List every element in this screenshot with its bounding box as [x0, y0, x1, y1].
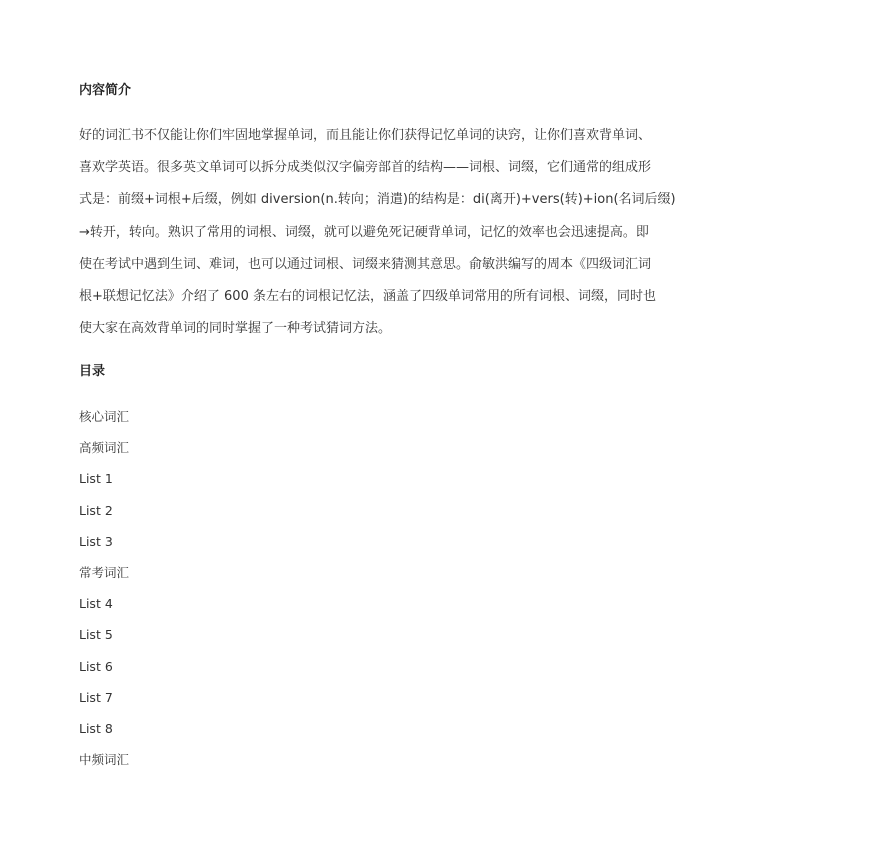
toc-item-core-vocabulary[interactable]: 核心词汇	[79, 409, 130, 424]
toc-section-title: 目录	[79, 364, 106, 379]
toc-item-list-4[interactable]: List 4	[79, 596, 113, 612]
intro-line: 好的词汇书不仅能让你们牢固地掌握单词，而且能让你们获得记忆单词的诀窍，让你们喜欢背单词、	[79, 128, 652, 143]
toc-item-list-6[interactable]: List 6	[79, 658, 113, 674]
toc-item-list-1[interactable]: List 1	[79, 471, 113, 487]
toc-item-list-7[interactable]: List 7	[79, 689, 113, 705]
intro-line: 使大家在高效背单词的同时掌握了一种考试猜词方法。	[79, 321, 392, 337]
intro-line: 喜欢学英语。很多英文单词可以拆分成类似汉字偏旁部首的结构——词根、词缀，它们通常的组成形	[79, 160, 652, 176]
toc-list	[79, 401, 129, 775]
intro-line: 式是：前缀+词根+后缀，例如 diversion(n.转向；消遣)的结构是：di(离开)+vers(转)+ion(名词后缀)	[79, 192, 676, 208]
toc-item-list-5[interactable]: List 5	[79, 627, 113, 643]
toc-item-mid-frequency-vocabulary[interactable]: 中频词汇	[79, 752, 130, 768]
intro-section-title: 内容简介	[79, 83, 132, 98]
intro-line: 根+联想记忆法》介绍了 600 条左右的词根记忆法，涵盖了四级单词常用的所有词根、词缀，同时也	[79, 288, 656, 304]
toc-item-common-test-vocabulary[interactable]: 常考词汇	[79, 564, 130, 580]
toc-item-list-8[interactable]: List 8	[79, 720, 113, 736]
toc-item-list-2[interactable]: List 2	[79, 502, 113, 518]
intro-line: →转开，转向。熟识了常用的词根、词缀，就可以避免死记硬背单词，记忆的效率也会迅速提高。即	[79, 224, 649, 240]
intro-paragraph	[79, 120, 804, 345]
toc-item-list-3[interactable]: List 3	[79, 533, 113, 549]
intro-line: 使在考试中遇到生词、难词，也可以通过词根、词缀来猜测其意思。俞敏洪编写的周本《四级词汇词	[79, 256, 652, 272]
toc-item-high-frequency-vocabulary[interactable]: 高频词汇	[79, 440, 130, 456]
